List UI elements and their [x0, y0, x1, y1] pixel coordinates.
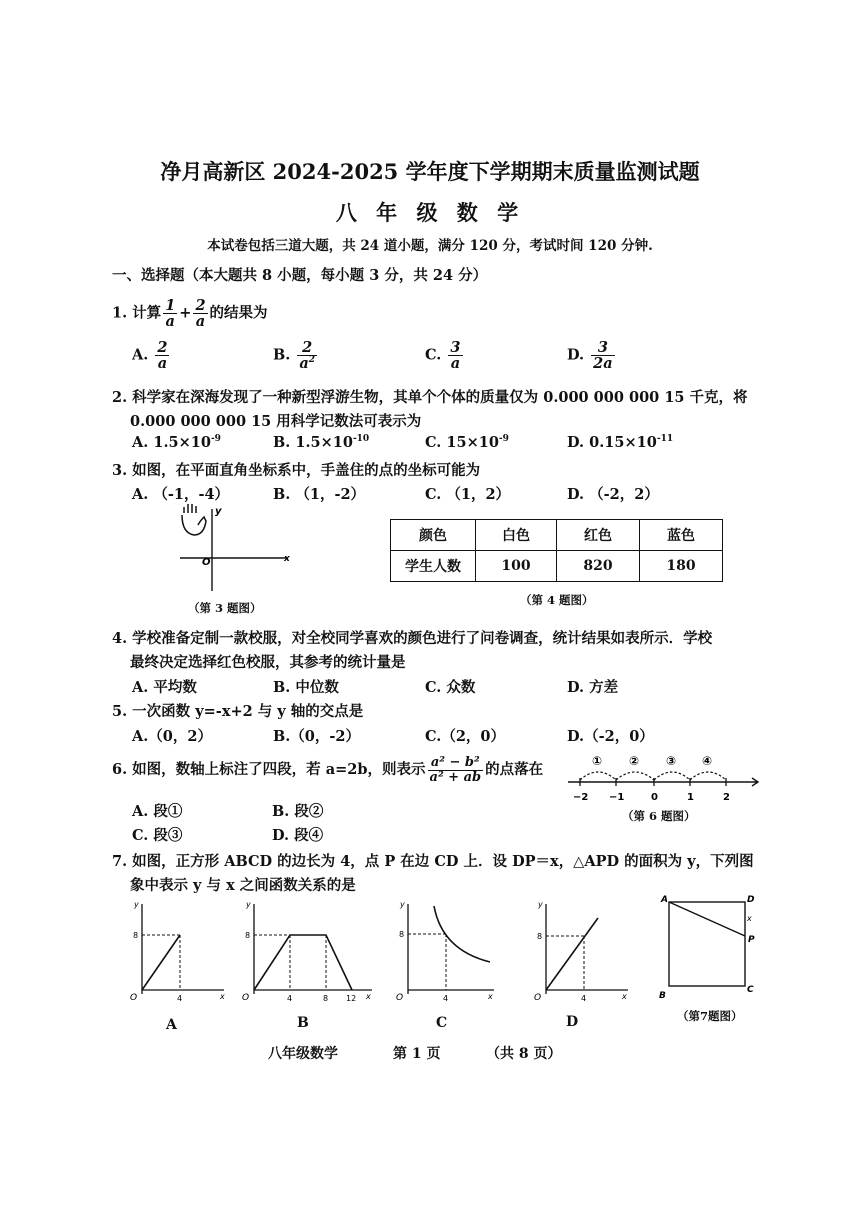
table-cell: 820: [557, 551, 640, 582]
table-cell: 180: [640, 551, 723, 582]
tick-label: 0: [651, 792, 658, 803]
table-cell: 蓝色: [640, 520, 723, 551]
question-6: [112, 756, 543, 784]
table-cell: 学生人数: [391, 551, 476, 582]
svg-text:y: y: [134, 900, 139, 909]
q3-caption: （第 3 题图）: [188, 601, 262, 615]
tick-label: −2: [573, 792, 589, 803]
q4-option-b: B. 中位数: [273, 679, 339, 696]
segment-arc: [654, 772, 690, 780]
table-cell: 白色: [476, 520, 557, 551]
q1-option-a: A. $\frac{2}{a}$: [132, 339, 168, 373]
q3-option-c: C. （1，2）: [425, 486, 511, 503]
svg-text:x: x: [622, 992, 627, 1001]
svg-text:8: 8: [323, 994, 329, 1003]
svg-text:O: O: [242, 993, 250, 1003]
q2-option-a: A. $1.5\times 10^{-9}$: [132, 434, 221, 451]
q3-x-label: x: [284, 554, 290, 564]
q1-option-b: B. $\frac{2}{a^2}$: [273, 339, 316, 373]
svg-text:4: 4: [177, 994, 183, 1003]
q6-option-d: D. 段④: [272, 827, 324, 844]
svg-text:y: y: [246, 900, 251, 909]
q3-y-label: y: [215, 506, 222, 517]
q7-graph-a: [126, 898, 226, 1008]
svg-text:12: 12: [346, 994, 357, 1003]
q1-option-c: C. $\frac{3}{a}$: [425, 339, 461, 373]
q4-option-c: C. 众数: [425, 679, 476, 696]
svg-text:y: y: [538, 900, 543, 909]
svg-text:x: x: [747, 914, 752, 923]
q3-stem: 3. 如图，在平面直角坐标系中，手盖住的点的坐标可能为: [112, 462, 481, 479]
tick-label: −1: [609, 792, 625, 803]
svg-text:A: A: [661, 895, 668, 905]
q3-option-a: A. （-1，-4）: [132, 486, 230, 503]
svg-text:O: O: [534, 993, 542, 1003]
q6-option-b: B. 段②: [272, 803, 324, 820]
svg-text:8: 8: [245, 931, 251, 940]
q6-fraction: $\frac{\text{a² − b²}}{\text{a² + ab}}$: [429, 755, 482, 785]
q4-table: [390, 519, 723, 582]
q4-option-d: D. 方差: [567, 679, 619, 696]
tick-label: 2: [723, 792, 730, 803]
svg-text:8: 8: [399, 930, 405, 939]
q1-fraction-2: $\frac{2}{a}$: [195, 297, 206, 331]
table-cell: 红色: [557, 520, 640, 551]
segment-label: ①: [592, 754, 603, 768]
q2-option-c: C. $15\times 10^{-9}$: [425, 434, 509, 451]
q6-number-line: [562, 752, 762, 806]
exam-subject: 八 年 级 数 学: [335, 200, 525, 225]
svg-text:C: C: [747, 985, 754, 995]
table-cell: 100: [476, 551, 557, 582]
q6-option-c: C. 段③: [132, 827, 183, 844]
q1-suffix: 的结果为: [209, 304, 268, 322]
segment-arc: [690, 772, 726, 780]
q4-option-a: A. 平均数: [132, 679, 197, 696]
q4-line-2: 最终决定选择红色校服，其参考的统计量是: [130, 654, 406, 671]
q2-option-b: B. $1.5\times 10^{-10}$: [273, 434, 370, 451]
svg-text:x: x: [488, 992, 493, 1001]
segment-label: ④: [702, 754, 713, 768]
q5-option-b: B.（0，-2）: [273, 728, 360, 745]
svg-text:8: 8: [537, 932, 543, 941]
q3-option-d: D. （-2，2）: [567, 486, 659, 503]
q6-caption: （第 6 题图）: [622, 809, 696, 823]
q1-prefix: 1. 计算: [112, 304, 162, 322]
q1-fraction-1: $\frac{1}{a}$: [165, 297, 176, 331]
q3-figure: [168, 503, 298, 593]
q7-graph-c: [394, 898, 499, 1008]
segment-label: ②: [629, 754, 640, 768]
tick-label: 1: [687, 792, 694, 803]
svg-text:B: B: [659, 991, 666, 1001]
table-cell: 颜色: [391, 520, 476, 551]
svg-text:4: 4: [581, 994, 587, 1003]
q3-option-b: B. （1，-2）: [273, 486, 366, 503]
segment-label: ③: [666, 754, 677, 768]
q1-plus: +: [179, 304, 192, 322]
footer-subject: 八年级数学: [268, 1046, 338, 1062]
q7-label-c: C: [436, 1015, 448, 1031]
q2-line-1: 2. 科学家在深海发现了一种新型浮游生物，其单个个体的质量仅为 0.000 000 000 15 千克，将: [112, 389, 748, 406]
q7-caption: （第7题图）: [677, 1009, 743, 1023]
q5-stem: 5. 一次函数 y=-x+2 与 y 轴的交点是: [112, 703, 364, 720]
svg-text:y: y: [400, 900, 405, 909]
segment-arc: [616, 772, 654, 780]
svg-text:x: x: [220, 992, 225, 1001]
q7-line-2: 象中表示 y 与 x 之间函数关系的是: [130, 877, 356, 894]
q5-option-c: C.（2，0）: [425, 728, 506, 745]
q2-option-d: D. $0.15\times 10^{-11}$: [567, 434, 674, 451]
table-row: [391, 520, 723, 551]
q6-suffix: 的点落在: [485, 761, 544, 779]
q4-caption: （第 4 题图）: [520, 593, 594, 607]
hand-icon: [182, 504, 206, 535]
q5-option-a: A.（0，2）: [132, 728, 212, 745]
svg-text:8: 8: [133, 931, 139, 940]
exam-intro: 本试卷包括三道大题，共 24 道小题，满分 120 分，考试时间 120 分钟.: [207, 238, 653, 254]
q3-origin-label: O: [202, 557, 211, 568]
q7-square-figure: [655, 892, 765, 1004]
q7-label-d: D: [566, 1014, 579, 1030]
footer-page: 第 1 页: [393, 1046, 441, 1062]
q6-prefix: 6. 如图，数轴上标注了四段，若 a=2b，则表示: [112, 761, 426, 779]
q7-label-b: B: [297, 1015, 309, 1031]
segment-arc: [580, 772, 616, 780]
q7-label-a: A: [166, 1017, 177, 1033]
svg-text:O: O: [396, 993, 404, 1003]
table-row: [391, 551, 723, 582]
svg-text:4: 4: [287, 994, 293, 1003]
q5-option-d: D.（-2，0）: [567, 728, 654, 745]
svg-text:O: O: [130, 993, 138, 1003]
q7-line-1: 7. 如图，正方形 ABCD 的边长为 4，点 P 在边 CD 上．设 DP＝x，△APD 的面积为 y，下列图: [112, 853, 754, 870]
question-1: [112, 298, 268, 329]
q4-line-1: 4. 学校准备定制一款校服，对全校同学喜欢的颜色进行了问卷调查，统计结果如表所示．学校: [112, 630, 713, 647]
q6-option-a: A. 段①: [132, 803, 183, 820]
svg-text:x: x: [366, 992, 371, 1001]
svg-text:D: D: [747, 895, 755, 905]
q1-option-d: D. $\frac{3}{2a}$: [567, 339, 613, 373]
footer-total: （共 8 页）: [486, 1046, 562, 1062]
exam-title: 净月高新区 2024-2025 学年度下学期期末质量监测试题: [160, 159, 700, 184]
svg-text:4: 4: [443, 994, 449, 1003]
q7-graph-d: [532, 898, 632, 1008]
section-title: 一、选择题（本大题共 8 小题，每小题 3 分，共 24 分）: [112, 267, 488, 284]
q2-line-2: 0.000 000 000 15 用科学记数法可表示为: [130, 413, 422, 430]
q7-graph-b: [240, 898, 375, 1008]
svg-text:P: P: [748, 935, 755, 945]
